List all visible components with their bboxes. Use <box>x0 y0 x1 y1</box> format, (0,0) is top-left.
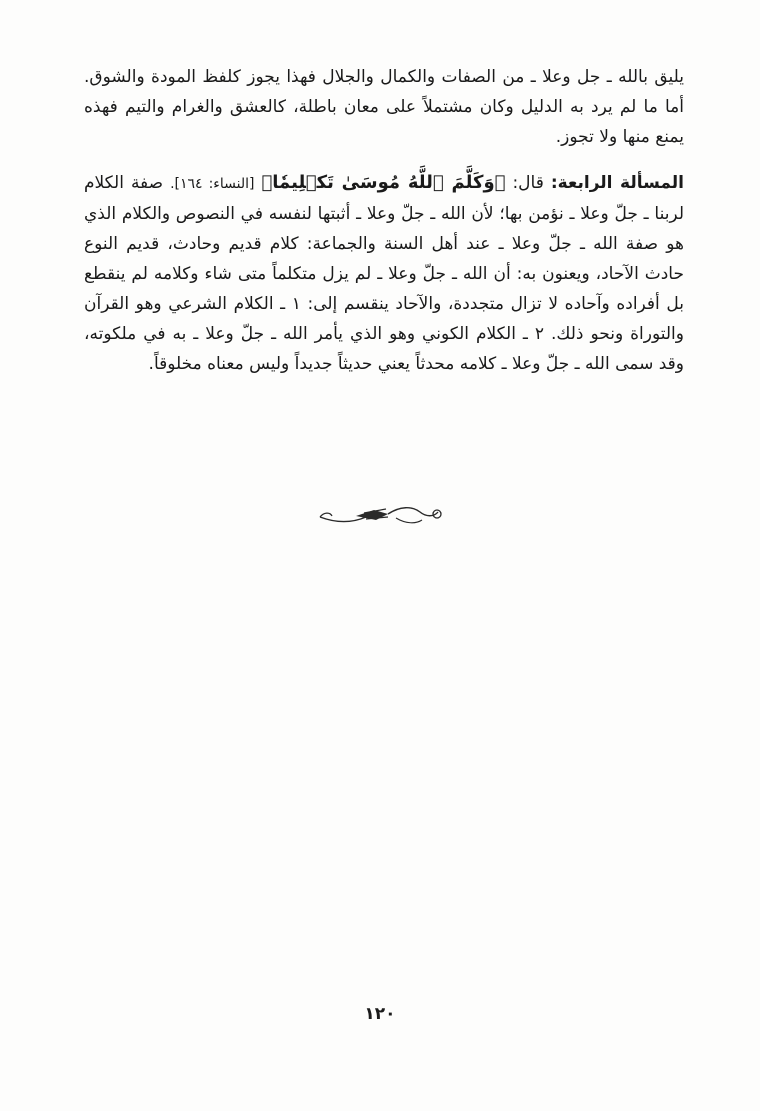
main-text <box>84 62 684 391</box>
paragraph-2 <box>84 168 684 379</box>
quran-verse: ﴿وَكَلَّمَ ٱللَّهُ مُوسَىٰ تَكۡلِيمٗا﴾ <box>261 172 506 193</box>
issue-title: المسألة الرابعة: <box>550 173 684 193</box>
paragraph-1 <box>84 62 684 152</box>
paragraph-2-text: صفة الكلام لربنا ـ جلّ وعلا ـ نؤمن بها؛ لأن الله ـ جلّ وعلا ـ أثبتها لنفسه في النصوص والكلام الذي هو صفة الله ـ جلّ وعلا ـ عند أهل السنة والجماعة: كلام قديم وحادث، قديم النوع حادث الآحاد، ويعنون به: أن الله ـ جلّ وعلا ـ لم يزل متكلماً متى شاء وكلامه لم ينقطع بل أفراده وآحاده لا تزال متجددة، والآحاد ينقسم إلى: ١ ـ الكلام الشرعي وهو القرآن والتوراة ونحو ذلك. ٢ ـ الكلام الكوني وهو الذي يأمر الله ـ جلّ وعلا ـ به في ملكوته، وقد سمى الله ـ جلّ وعلا ـ كلامه محدثاً يعني حديثاً جديداً وليس معناه مخلوقاً. <box>84 173 684 374</box>
said-word: قال: <box>512 173 544 193</box>
paragraph-1-text: يليق بالله ـ جل وعلا ـ من الصفات والكمال والجلال فهذا يجوز كلفظ المودة والشوق. أما ما لم يرد به الدليل وكان مشتملاً على معان باطلة، كالعشق والغرام والتيم فهذه يمنع منها ولا تجوز. <box>84 67 684 147</box>
page-number: ١٢٠ <box>364 1004 396 1024</box>
verse-reference: [النساء: ١٦٤]. <box>170 176 255 192</box>
ornament-divider-icon <box>316 500 444 530</box>
